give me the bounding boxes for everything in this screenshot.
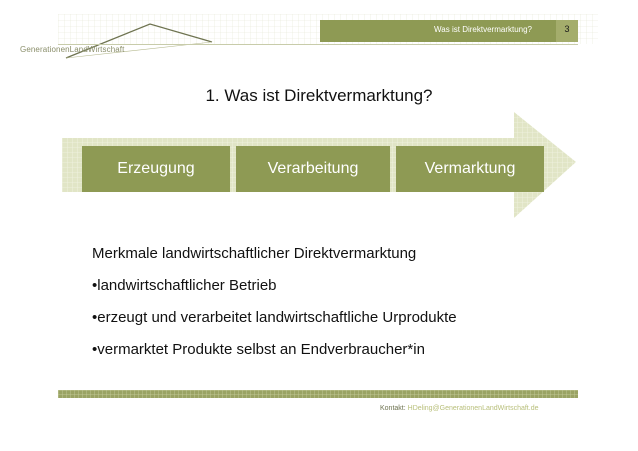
section-title: Was ist Direktvermarktung? xyxy=(434,25,532,34)
page-number: 3 xyxy=(564,24,570,34)
process-step-vermarktung: Vermarktung xyxy=(396,146,544,192)
bullet-item: •erzeugt und verarbeitet landwirtschaftliche Urprodukte xyxy=(92,309,457,326)
footer-contact xyxy=(380,405,538,412)
bullet-item: •landwirtschaftlicher Betrieb xyxy=(92,277,277,294)
body-text xyxy=(92,244,457,372)
footer-band xyxy=(58,390,578,398)
logo-text: GenerationenLandWirtschaft xyxy=(20,45,125,54)
bullet-item: •vermarktet Produkte selbst an Endverbraucher*in xyxy=(92,341,425,358)
contact-label: Kontakt: xyxy=(380,405,406,412)
contact-email-link[interactable]: HDeling@GenerationenLandWirtschaft.de xyxy=(407,405,539,412)
process-step-verarbeitung: Verarbeitung xyxy=(236,146,390,192)
header-separator xyxy=(58,44,578,45)
body-heading: Merkmale landwirtschaftlicher Direktvermarktung xyxy=(92,245,417,262)
process-step-erzeugung: Erzeugung xyxy=(82,146,230,192)
slide-title: 1. Was ist Direktvermarktung? xyxy=(205,86,433,105)
